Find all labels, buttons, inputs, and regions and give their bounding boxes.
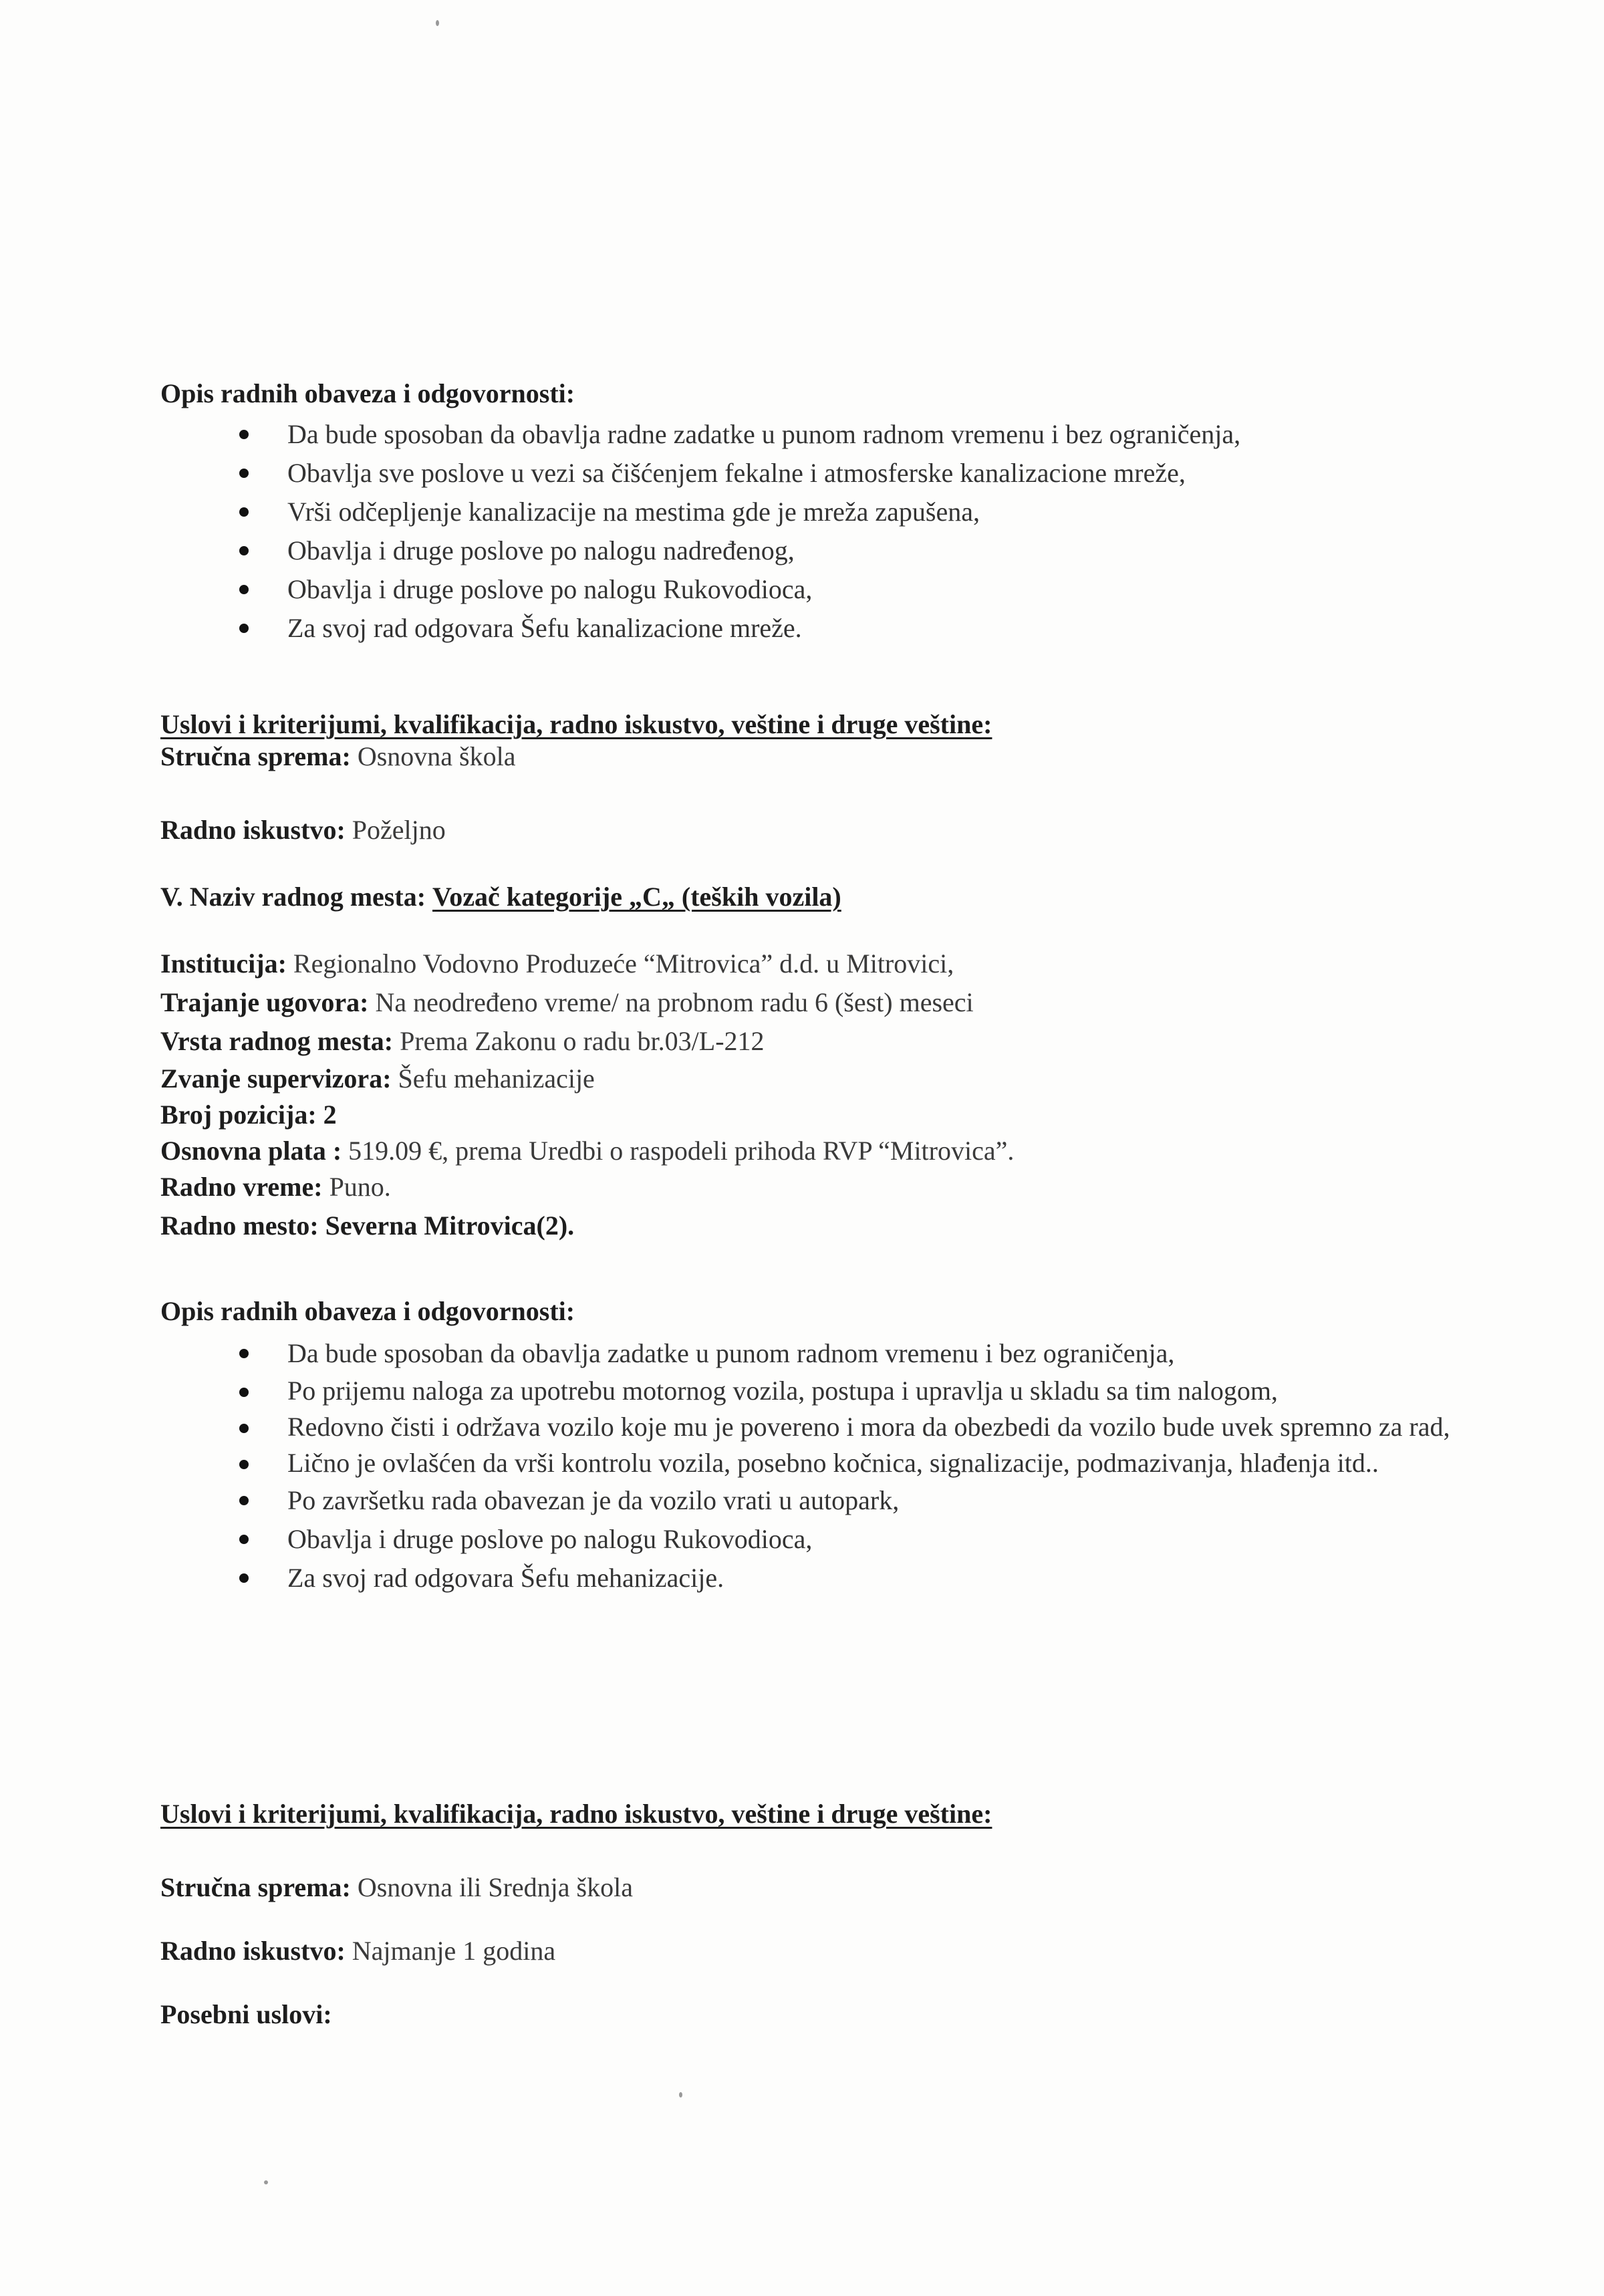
- list-item: Obavlja i druge poslove po nalogu nadređenog,: [160, 531, 1470, 570]
- hours-row: Radno vreme: Puno.: [160, 1172, 391, 1202]
- list-item: Obavlja sve poslove u vezi sa čišćenjem fekalne i atmosferske kanalizacione mreže,: [160, 454, 1470, 493]
- positions-count: Broj pozicija: 2: [160, 1100, 337, 1130]
- conditions-heading: Uslovi i kriterijumi, kvalifikacija, radno iskustvo, veštine i druge veštine:: [160, 1799, 992, 1829]
- bullet-icon: [239, 1535, 249, 1544]
- location-row: Radno mesto: Severna Mitrovica(2).: [160, 1210, 575, 1241]
- section1-conditions: [160, 709, 1470, 773]
- bullet-icon: [239, 430, 249, 439]
- list-item: Obavlja i druge poslove po nalogu Rukovodioca,: [160, 570, 1470, 609]
- position-title: Vozač kategorije „C„ (teških vozila): [432, 882, 841, 912]
- position-type-row: Vrsta radnog mesta: Prema Zakonu o radu br.03/L-212: [160, 1026, 765, 1056]
- experience-row: Radno iskustvo: Najmanje 1 godina: [160, 1936, 556, 1966]
- duties-list: [160, 415, 1470, 648]
- list-item: Da bude sposoban da obavlja radne zadatke u punom radnom vremenu i bez ograničenja,: [160, 415, 1470, 454]
- list-item: Lično je ovlašćen da vrši kontrolu vozila, posebno kočnica, signalizacije, podmazivanja, hlađenja itd..: [160, 1445, 1470, 1481]
- list-item: Obavlja i druge poslove po nalogu Rukovodioca,: [160, 1520, 1470, 1559]
- institution-row: Institucija: Regionalno Vodovno Produzeće “Mitrovica” d.d. u Mitrovici,: [160, 948, 954, 979]
- bullet-icon: [239, 1496, 249, 1505]
- conditions-heading: Uslovi i kriterijumi, kvalifikacija, radno iskustvo, veštine i druge veštine:: [160, 709, 992, 739]
- bullet-icon: [239, 1349, 249, 1358]
- duties-heading: Opis radnih obaveza i odgovornosti:: [160, 1296, 575, 1326]
- duties-heading: Opis radnih obaveza i odgovornosti:: [160, 378, 575, 408]
- position-fields: [160, 948, 1470, 1242]
- list-item: Vrši odčepljenje kanalizacije na mestima gde je mreža zapušena,: [160, 493, 1470, 531]
- duties-list: [160, 1334, 1470, 1598]
- scan-speck: [264, 2180, 268, 2184]
- bullet-icon: [239, 546, 249, 555]
- salary-row: Osnovna plata : 519.09 €, prema Uredbi o raspodeli prihoda RVP “Mitrovica”.: [160, 1136, 1015, 1166]
- education-row: Stručna sprema: Osnovna ili Srednja škola: [160, 1872, 633, 1902]
- bullet-icon: [239, 585, 249, 594]
- bullet-icon: [239, 624, 249, 633]
- contract-row: Trajanje ugovora: Na neodređeno vreme/ na probnom radu 6 (šest) meseci: [160, 987, 974, 1017]
- bullet-icon: [239, 1388, 249, 1397]
- list-item: Za svoj rad odgovara Šefu mehanizacije.: [160, 1559, 1470, 1598]
- section1-duties: [160, 378, 1470, 648]
- position-title-row: V. Naziv radnog mesta: Vozač kategorije „C„ (teških vozila): [160, 882, 841, 912]
- list-item: Po završetku rada obavezan je da vozilo vrati u autopark,: [160, 1481, 1470, 1520]
- special-conditions-label: Posebni uslovi:: [160, 1999, 332, 2029]
- supervisor-row: Zvanje supervizora: Šefu mehanizacije: [160, 1063, 595, 1094]
- bullet-icon: [239, 1460, 249, 1469]
- bullet-icon: [239, 469, 249, 478]
- list-item: Za svoj rad odgovara Šefu kanalizacione mreže.: [160, 609, 1470, 648]
- list-item: Da bude sposoban da obavlja zadatke u punom radnom vremenu i bez ograničenja,: [160, 1334, 1470, 1373]
- bullet-icon: [239, 507, 249, 517]
- bullet-icon: [239, 1424, 249, 1433]
- scan-speck: [436, 20, 439, 26]
- list-item: Po prijemu naloga za upotrebu motornog vozila, postupa i upravlja u skladu sa tim nalogom,: [160, 1373, 1470, 1409]
- bullet-icon: [239, 1573, 249, 1583]
- list-item: Redovno čisti i održava vozilo koje mu je povereno i mora da obezbedi da vozilo bude uvek spremno za rad,: [160, 1409, 1470, 1445]
- education-row: Stručna sprema: Osnovna škola: [160, 741, 516, 771]
- scan-speck: [679, 2092, 682, 2097]
- section2-duties: [160, 1295, 1470, 1598]
- experience-row: Radno iskustvo: Poželjno: [160, 815, 446, 845]
